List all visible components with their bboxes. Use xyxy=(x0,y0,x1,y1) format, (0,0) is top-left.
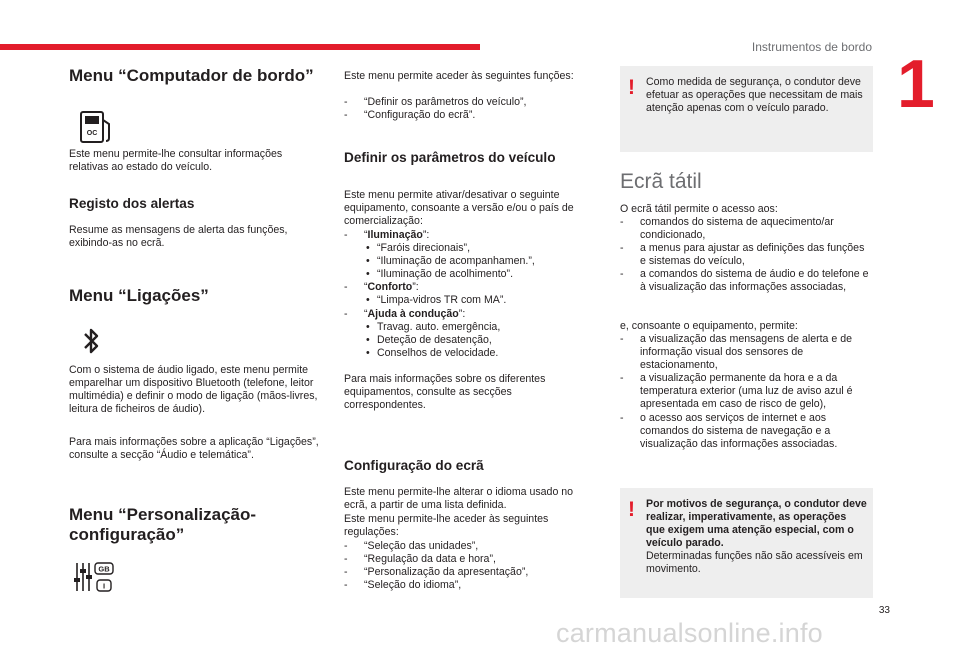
menu-intro: Este menu permite aceder às seguintes funções: xyxy=(344,70,574,82)
list-item: - “Regulação da data e hora”, xyxy=(344,553,496,566)
list-item: - o acesso aos serviços de internet e aos comandos do sistema de navegação e a visualização das informações associadas. xyxy=(620,411,838,450)
list-item: - “Seleção do idioma”, xyxy=(344,579,462,592)
i-icon-label: I xyxy=(102,581,106,591)
screen-config-text2: Este menu permite-lhe aceder às seguintes regulações: xyxy=(344,513,549,539)
vehicle-params-list xyxy=(344,229,594,360)
warning-icon: ! xyxy=(628,498,635,521)
trip-computer-heading: Menu “Computador de bordo” xyxy=(69,66,314,85)
touch-screen-heading: Ecrã tátil xyxy=(620,170,702,193)
list-item: - “Definir os parâmetros do veículo”, xyxy=(344,96,527,108)
vehicle-params-heading: Definir os parâmetros do veículo xyxy=(344,150,556,165)
list-item: - “Personalização da apresentação”, xyxy=(344,566,529,579)
driving-safety-note-text: Determinadas funções não são acessíveis em movimento. xyxy=(646,550,863,576)
list-item: - “Ajuda à condução”: • Travag. auto. emergência, • Deteção de desatenção, • Conselhos de velocidade. xyxy=(344,307,501,359)
list-item: - “Configuração do ecrã”. xyxy=(344,109,476,122)
driving-safety-note-bold: Por motivos de segurança, o condutor deve realizar, imperativamente, as operações que exigem uma atenção especial, com o veículo parado. xyxy=(646,498,867,550)
fuel-icon-label: OC xyxy=(86,130,98,137)
screen-config-list xyxy=(344,540,594,592)
list-item: - “Conforto”: • “Limpa-vidros TR com MA”. xyxy=(344,281,507,307)
connections-more-text: Para mais informações sobre a aplicação “Ligações”, consulte a secção “Áudio e telemática”. xyxy=(69,436,319,462)
gb-icon-label: GB xyxy=(98,564,110,574)
touch-screen-list xyxy=(620,216,873,295)
safety-note-text: Como medida de segurança, o condutor deve efetuar as operações que necessitam de mais atenção apenas com o veículo parado. xyxy=(646,76,863,115)
alerts-text: Resume as mensagens de alerta das funções, exibindo-as no ecrã. xyxy=(69,224,288,250)
list-item: - comandos do sistema de aquecimento/ar condicionado, xyxy=(620,216,834,242)
warning-icon: ! xyxy=(628,76,635,99)
connections-heading: Menu “Ligações” xyxy=(69,286,209,305)
trip-computer-text: Este menu permite-lhe consultar informações relativas ao estado do veículo. xyxy=(69,148,283,174)
personalisation-heading: Menu “Personalização-configuração” xyxy=(69,505,257,544)
list-item: - a comandos do sistema de áudio e do telefone e à visualização das informações associadas, xyxy=(620,268,869,294)
header-rule xyxy=(0,44,480,50)
alerts-heading: Registo dos alertas xyxy=(69,196,195,211)
connections-text: Com o sistema de áudio ligado, este menu permite emparelhar um dispositivo Bluetooth (telefone, leitor multimédia) e definir o modo de ligação (mãos-livres, leitura de ficheiros de áudio). xyxy=(69,364,318,416)
chapter-number: 1 xyxy=(897,46,935,122)
menu-intro-list xyxy=(344,96,594,122)
vehicle-params-more: Para mais informações sobre os diferentes equipamentos, consulte as secções correspondentes. xyxy=(344,373,546,412)
list-item: - a menus para ajustar as definições das funções e sistemas do veículo, xyxy=(620,242,865,268)
settings-sliders-icon xyxy=(72,559,116,595)
list-item: - a visualização das mensagens de alerta e de informação visual dos sensores de estacionamento, xyxy=(620,333,853,372)
fuel-pump-icon xyxy=(79,110,115,144)
list-item: - a visualização permanente da hora e a da temperatura exterior (uma luz de aviso azul é apresentada em caso de risco de gelo), xyxy=(620,372,853,411)
driving-safety-note xyxy=(620,488,873,598)
screen-config-text1: Este menu permite-lhe alterar o idioma usado no ecrã, a partir de uma lista definida. xyxy=(344,486,574,512)
screen-config-heading: Configuração do ecrã xyxy=(344,458,484,473)
touch-screen-intro: O ecrã tátil permite o acesso aos: xyxy=(620,203,778,215)
list-item: - “Iluminação”: • “Faróis direcionais”, • “Iluminação de acompanhamen.”, • “Iluminação de acolhimento”. xyxy=(344,229,535,281)
watermark: carmanualsonline.info xyxy=(556,618,823,648)
bluetooth-icon xyxy=(81,326,101,356)
safety-note xyxy=(620,66,873,152)
page-number: 33 xyxy=(878,605,890,616)
touch-screen-mid: e, consoante o equipamento, permite: xyxy=(620,320,798,332)
running-header: Instrumentos de bordo xyxy=(751,40,872,54)
list-item: - “Seleção das unidades”, xyxy=(344,540,479,552)
touch-screen-list-2 xyxy=(620,333,873,451)
vehicle-params-text: Este menu permite ativar/desativar o seguinte equipamento, consoante a versão e/ou o país de comercialização: xyxy=(344,189,574,228)
